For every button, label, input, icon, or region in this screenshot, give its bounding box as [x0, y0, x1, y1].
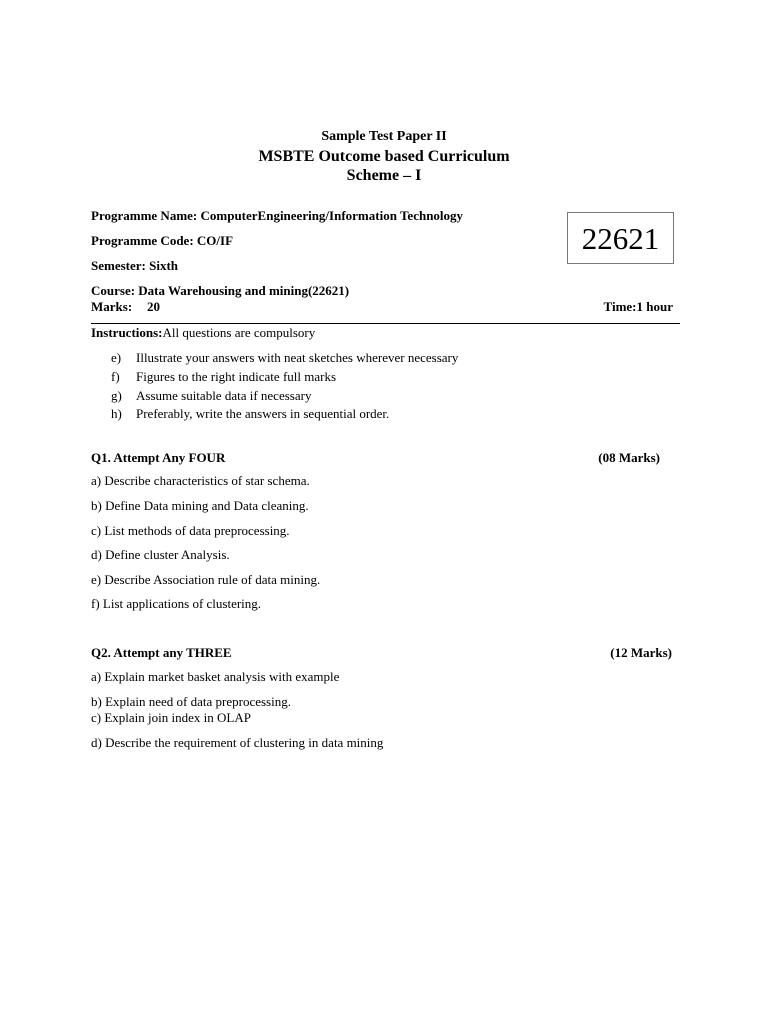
instruction-item-text: Figures to the right indicate full marks — [136, 369, 337, 384]
instruction-item-label: g) — [111, 388, 122, 403]
q1-item: d) Define cluster Analysis. — [91, 547, 230, 562]
instructions-text: All questions are compulsory — [162, 325, 316, 340]
q1-item: c) List methods of data preprocessing. — [91, 523, 290, 538]
marks-value: 20 — [147, 299, 160, 314]
q1-marks: (08 Marks) — [598, 450, 660, 465]
course: Course: Data Warehousing and mining(22621) — [91, 283, 350, 298]
marks-label: Marks: — [91, 299, 133, 314]
instruction-item-text: Assume suitable data if necessary — [136, 388, 312, 403]
q2-item: c) Explain join index in OLAP — [91, 710, 251, 725]
instruction-item — [111, 370, 336, 383]
paper-subtitle: Sample Test Paper II — [321, 129, 447, 144]
instructions-label: Instructions: — [91, 325, 163, 340]
instruction-item — [111, 407, 389, 420]
q1-heading: Q1. Attempt Any FOUR — [91, 450, 226, 465]
scheme-label: Scheme – I — [346, 167, 422, 184]
q1-item: e) Describe Association rule of data mining. — [91, 572, 321, 587]
course-code-box: 22621 — [567, 212, 674, 264]
q1-item: a) Describe characteristics of star schema. — [91, 473, 310, 488]
q2-item: b) Explain need of data preprocessing. — [91, 694, 291, 709]
q2-item: d) Describe the requirement of clustering in data mining — [91, 735, 384, 750]
q1-item: f) List applications of clustering. — [91, 596, 262, 611]
instruction-item — [111, 389, 311, 402]
instruction-item-label: e) — [111, 350, 122, 365]
instruction-item-text: Preferably, write the answers in sequential order. — [136, 406, 390, 421]
instruction-item-label: h) — [111, 406, 122, 421]
semester: Semester: Sixth — [91, 258, 179, 273]
q2-marks: (12 Marks) — [610, 645, 672, 660]
divider-line — [91, 323, 680, 324]
programme-code: Programme Code: CO/IF — [91, 233, 234, 248]
programme-name: Programme Name: ComputerEngineering/Information Technology — [91, 208, 464, 223]
q2-heading: Q2. Attempt any THREE — [91, 645, 232, 660]
q1-item: b) Define Data mining and Data cleaning. — [91, 498, 309, 513]
paper-title: MSBTE Outcome based Curriculum — [258, 148, 510, 165]
instruction-item-label: f) — [111, 369, 120, 384]
instruction-item — [111, 351, 458, 364]
instruction-item-text: Illustrate your answers with neat sketches wherever necessary — [136, 350, 459, 365]
q2-item: a) Explain market basket analysis with example — [91, 669, 340, 684]
time-label: Time:1 hour — [603, 299, 673, 314]
instructions-line — [91, 326, 315, 339]
